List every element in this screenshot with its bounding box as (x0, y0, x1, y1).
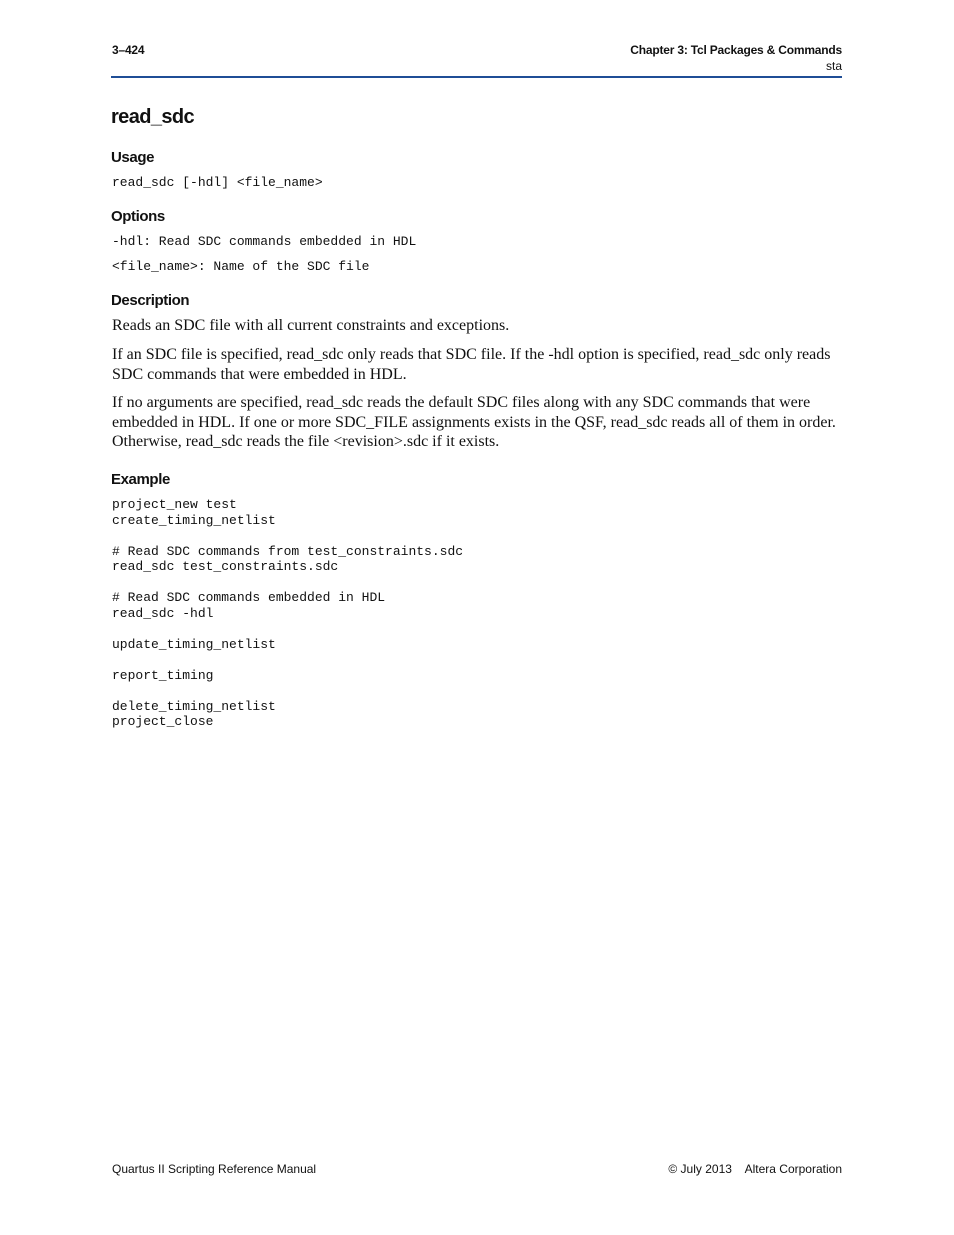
code-line: project_new test (112, 497, 237, 512)
example-heading: Example (111, 471, 170, 488)
code-line (112, 652, 463, 668)
page-number: 3–424 (112, 43, 145, 57)
description-paragraph: Reads an SDC file with all current constraints and exceptions. (112, 317, 510, 334)
code-line (112, 575, 463, 591)
option-file-name: <file_name>: Name of the SDC file (112, 259, 370, 274)
options-heading: Options (111, 208, 165, 225)
code-line (112, 528, 463, 544)
code-line: # Read SDC commands embedded in HDL (112, 590, 386, 605)
code-line: read_sdc test_constraints.sdc (112, 559, 339, 574)
code-line (112, 683, 463, 699)
option-hdl: -hdl: Read SDC commands embedded in HDL (112, 234, 417, 249)
description-heading: Description (111, 292, 190, 309)
page-title: read_sdc (111, 106, 195, 128)
description-paragraph: If an SDC file is specified, read_sdc only reads that SDC file. If the -hdl option is specified, read_sdc only reads SDC commands that were embedded in HDL. (112, 346, 831, 383)
section-name: sta (825, 59, 842, 73)
header-rule (111, 76, 842, 78)
code-line: read_sdc -hdl (112, 605, 214, 621)
chapter-title: Chapter 3: Tcl Packages & Commands (630, 43, 842, 57)
code-line: report_timing (112, 667, 214, 683)
footer-date: © July 2013 (668, 1162, 732, 1176)
footer-manual-title: Quartus II Scripting Reference Manual (112, 1162, 317, 1176)
usage-heading: Usage (111, 149, 155, 166)
code-line: project_close (112, 714, 214, 729)
code-line: delete_timing_netlist (112, 698, 276, 714)
example-code-block (112, 497, 463, 730)
footer-company: Altera Corporation (744, 1162, 842, 1176)
usage-syntax: read_sdc [-hdl] <file_name> (112, 175, 323, 190)
footer-copyright (668, 1162, 842, 1176)
description-paragraph: If no arguments are specified, read_sdc reads the default SDC files along with any SDC commands that were embedded in HDL. If one or more SDC_FILE assignments exists in the QSF, read_sdc reads all of them in order. Otherwise, read_sdc reads the file <revision>.sdc if it exists. (112, 394, 836, 450)
code-line: # Read SDC commands from test_constraints.sdc (112, 543, 464, 559)
code-line: update_timing_netlist (112, 636, 276, 652)
code-line (112, 621, 463, 637)
code-line: create_timing_netlist (112, 512, 276, 528)
